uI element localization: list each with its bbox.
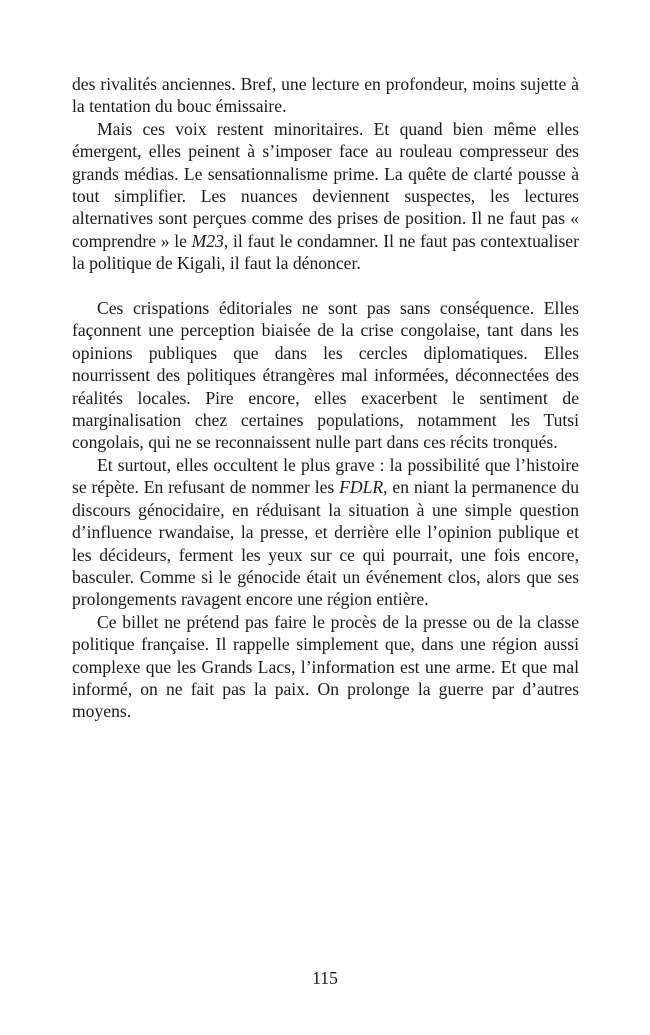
m23-term: M23 — [191, 230, 224, 251]
paragraph-5 — [72, 611, 579, 723]
paragraph-4-text-b: , en niant la permanence du discours génocidaire, en réduisant la situation à une simple question d’influence rwandaise, la presse, et derrière elle l’opinion publique et les décideurs, ferment les yeux sur ce qui pourrait, une fois encore, basculer. Comme si le génocide était un événement clos, alors que ses prolongements ravagent encore une région entière. — [72, 477, 579, 610]
paragraph-2 — [72, 118, 579, 275]
paragraph-3 — [72, 297, 579, 454]
page-number: 115 — [312, 968, 338, 988]
body-text — [72, 73, 579, 723]
fdlr-term: FDLR — [339, 477, 384, 498]
paragraph-2-text-a: Mais ces voix restent minoritaires. Et quand bien même elles émergent, elles peinent à s’imposer face au rouleau compresseur des grands médias. Le sensationnalisme prime. La quête de clarté pousse à tout simplifier. Les nuances deviennent suspectes, les lectures alternatives sont perçues comme des prises de position. Il ne faut pas « comprendre » le — [72, 118, 579, 251]
paragraph-4 — [72, 454, 579, 611]
paragraph-1-text: des rivalités anciennes. Bref, une lecture en profondeur, moins sujette à la tentation du bouc émissaire. — [72, 74, 579, 117]
paragraph-5-text: Ce billet ne prétend pas faire le procès de la presse ou de la classe politique française. Il rappelle simplement que, dans une région aussi complexe que les Grands Lacs, l’information est une arme. Et que mal informé, on ne fait pas la paix. On prolonge la guerre par d’autres moyens. — [72, 611, 579, 722]
paragraph-4-text-a: Et surtout, elles occultent le plus grave : la possibilité que l’histoire se répète. En refusant de nommer les — [72, 454, 579, 498]
paragraph-2-text-b: , il faut le condamner. Il ne faut pas contextualiser la politique de Kigali, il faut la dénoncer. — [72, 230, 579, 274]
paragraph-3-text: Ces crispations éditoriales ne sont pas sans conséquence. Elles façonnent une perception biaisée de la crise congolaise, tant dans les opinions publiques que dans les cercles diplomatiques. Elles nourrissent des politiques étrangères mal informées, déconnectées des réalités locales. Pire encore, elles exacerbent le sentiment de marginalisation chez certaines populations, notamment les Tutsi congolais, qui ne se reconnaissent nulle part dans ces récits tronqués. — [72, 298, 579, 453]
paragraph-1 — [72, 73, 579, 118]
